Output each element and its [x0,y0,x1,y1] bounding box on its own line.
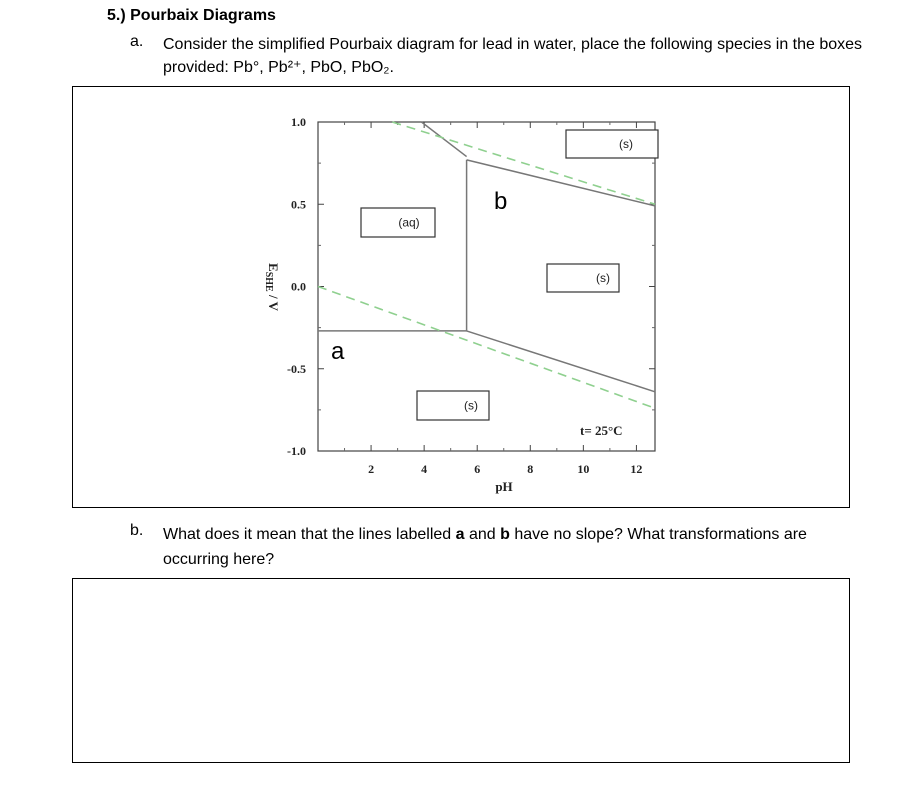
x-axis-label: pH [495,479,513,494]
x-tick-label-5: 12 [630,462,643,476]
x-tick-label-3: 8 [527,462,534,476]
line-label-a: a [331,338,345,365]
y-axis-label-main: E [266,263,281,272]
question-b-letter: b. [130,522,144,539]
y-axis-label-subscript: SHE [263,271,274,292]
line-lower-oblique [467,331,655,392]
species-box-bottom[interactable] [417,391,489,420]
question-b-text-part-3: have no slope? What transformations are occurring here? [163,526,807,568]
y-tick-label-0: 1.0 [291,115,306,129]
x-tick-label-2: 6 [474,462,481,476]
pourbaix-diagram [73,87,849,507]
question-b-text [163,522,863,572]
y-tick-label-3: -0.5 [287,361,306,376]
question-b-text-part-2: and [464,526,501,543]
section-title: 5.) Pourbaix Diagrams [107,7,276,24]
y-axis-label [263,263,281,312]
species-box-label-upper_right: (s) [619,137,633,151]
temperature-label: t= 25°C [580,423,623,438]
y-tick-label-1: 0.5 [291,197,306,212]
line-label-b: b [494,188,508,215]
y-axis-label-unit: / V [266,291,281,311]
y-tick-label-4: -1.0 [287,444,306,458]
species-box-label-bottom: (s) [464,398,478,413]
x-tick-label-1: 4 [421,462,428,476]
question-a-letter: a. [130,33,144,50]
diagram-frame [72,86,850,508]
species-box-upper_right[interactable] [566,130,658,158]
line-water-lower [318,287,655,409]
x-tick-label-0: 2 [368,462,375,476]
question-b-text-part-1: What does it mean that the lines labelled [163,526,456,543]
line-top-oblique [421,122,466,157]
y-tick-label-2: 0.0 [291,279,306,294]
answer-box[interactable] [72,578,850,763]
species-box-label-middle_right: (s) [596,271,610,285]
question-b-label-b: b [500,526,510,543]
x-tick-label-4: 10 [577,462,590,476]
question-b-label-a: a [455,526,465,543]
question-a-text: Consider the simplified Pourbaix diagram for lead in water, place the following species in the boxes provided: Pb°, Pb²⁺, PbO, PbO₂. [163,36,863,76]
species-box-label-left_region: (aq) [398,215,420,230]
